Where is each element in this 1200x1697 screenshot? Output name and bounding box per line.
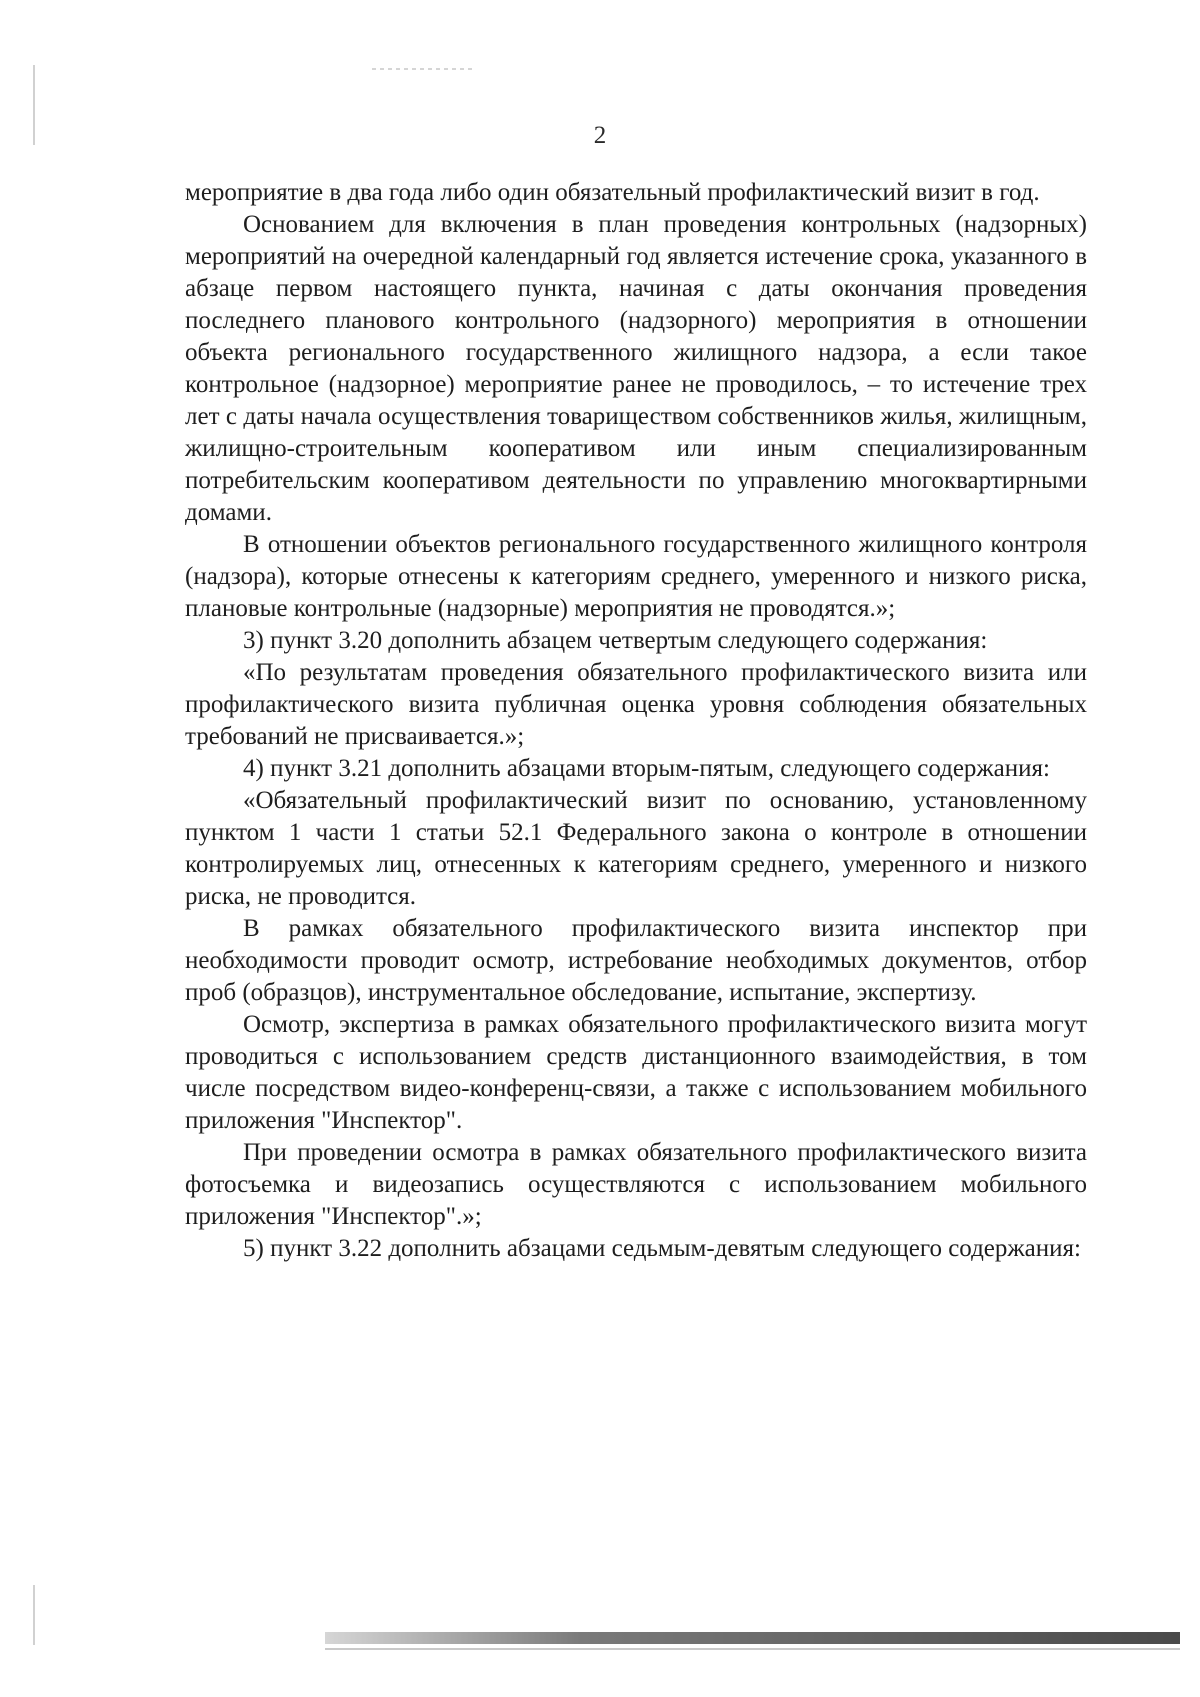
page-number: 2 bbox=[593, 122, 607, 149]
scan-bottom-edge bbox=[325, 1632, 1180, 1644]
paragraph: В рамках обязательного профилактического визита инспектор при необходимости проводит осмотр, истребование необходимых документов, отбор проб (образцов), инструментальное обследование, испытание, экспертизу. bbox=[185, 915, 1087, 1006]
paragraph: Основанием для включения в план проведения контрольных (надзорных) мероприятий на очередной календарный год является истечение срока, указанного в абзаце первом настоящего пункта, начиная с даты окончания проведения последнего планового контрольного (надзорного) мероприятия в отношении объекта регионального государственного жилищного надзора, а если такое контрольное (надзорное) мероприятие ранее не проводилось, – то истечение трех лет с даты начала осуществления товариществом собственников жилья, жилищным, жилищно-строительным кооперативом или иным специализированным потребительским кооперативом деятельности по управлению многоквартирными домами. bbox=[185, 211, 1087, 526]
paragraph: 3) пункт 3.20 дополнить абзацем четвертым следующего содержания: bbox=[243, 627, 988, 654]
paragraph: мероприятие в два года либо один обязательный профилактический визит в год. bbox=[185, 179, 1040, 206]
paragraph: «Обязательный профилактический визит по основанию, установленному пунктом 1 части 1 статьи 52.1 Федерального закона о контроле в отношении контролируемых лиц, отнесенных к категориям среднего, умеренного и низкого риска, не проводится. bbox=[185, 787, 1087, 910]
paragraph: В отношении объектов регионального государственного жилищного контроля (надзора), которые отнесены к категориям среднего, умеренного и низкого риска, плановые контрольные (надзорные) мероприятия не проводятся.»; bbox=[185, 531, 1087, 622]
paragraph: «По результатам проведения обязательного профилактического визита или профилактического визита публичная оценка уровня соблюдения обязательных требований не присваивается.»; bbox=[185, 659, 1087, 750]
paragraph: 4) пункт 3.21 дополнить абзацами вторым-пятым, следующего содержания: bbox=[243, 755, 1050, 782]
paragraph: 5) пункт 3.22 дополнить абзацами седьмым-девятым следующего содержания: bbox=[243, 1235, 1081, 1262]
scan-bottom-line bbox=[325, 1648, 1180, 1650]
paragraph: Осмотр, экспертиза в рамках обязательного профилактического визита могут проводиться с использованием средств дистанционного взаимодействия, в том числе посредством видео-конференц-связи, а также с использованием мобильного приложения "Инспектор". bbox=[185, 1011, 1087, 1134]
scan-top-mark bbox=[372, 68, 472, 70]
paragraph: При проведении осмотра в рамках обязательного профилактического визита фотосъемка и видеозапись осуществляются с использованием мобильного приложения "Инспектор".»; bbox=[185, 1139, 1087, 1230]
document-body bbox=[185, 177, 1087, 1265]
scan-edge-mark bbox=[33, 1585, 35, 1645]
